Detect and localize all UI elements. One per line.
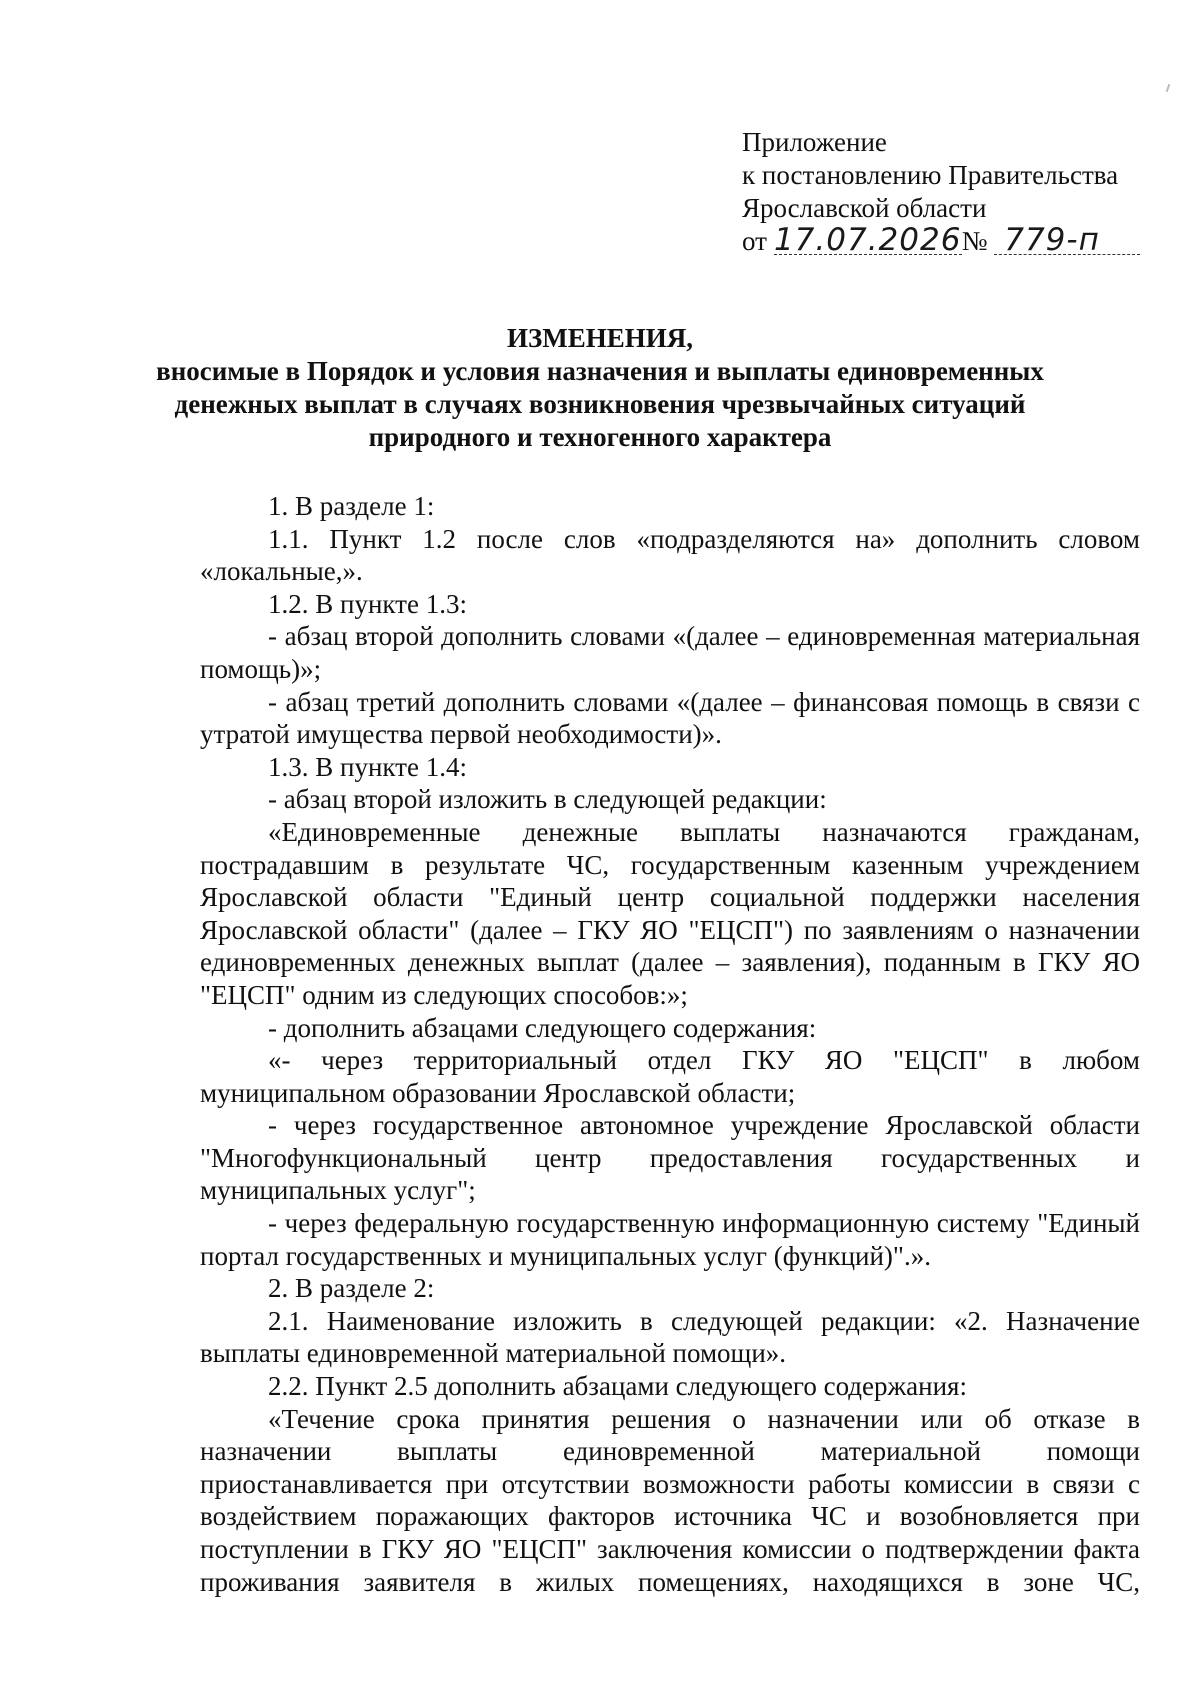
from-label: от [742,226,767,256]
paragraph: - абзац второй изложить в следующей редакции: [268,784,827,815]
paragraph: - абзац третий дополнить словами «(далее – финансовая помощь в связи с утратой имущества первой необходимости)». [200,686,1140,750]
paragraph: «Течение срока принятия решения о назначении или об отказе в назначении выплаты единовременной материальной помощи приостанавливается при отсутствии возможности работы комиссии в связи с воздействием поражающих факторов источника ЧС и возобновляется при поступлении в ГКУ ЯО "ЕЦСП" заключения комиссии о подтверждении факта проживания заявителя в жилых помещениях, находящихся в зоне ЧС, [200,1403,1140,1597]
paragraph: - абзац второй дополнить словами «(далее – единовременная материальная помощь)»; [200,621,1140,684]
title-subtitle-line-2: денежных выплат в случаях возникновения чрезвычайных ситуаций [174,389,1026,419]
document-title [0,322,1200,454]
document-body [200,490,1140,1598]
scan-mark [1166,84,1171,92]
paragraph: «- через территориальный отдел ГКУ ЯО "ЕЦСП" в любом муниципальном образовании Ярославской области; [200,1045,1140,1108]
title-subtitle-line-1: вносимые в Порядок и условия назначения и выплаты единовременных [156,356,1044,386]
paragraph: 1.1. Пункт 1.2 после слов «подразделяются на» дополнить словом «локальные,». [200,523,1140,587]
paragraph: 2. В разделе 2: [268,1273,435,1304]
title-subtitle-line-3: природного и техногенного характера [368,422,832,452]
paragraph: 1.3. В пункте 1.4: [268,751,467,782]
attachment-date-number-line [742,222,1140,258]
attachment-block [742,126,1140,258]
attachment-line-3: Ярославской области [742,193,987,223]
paragraph: 1. В разделе 1: [268,491,435,521]
paragraph: 2.2. Пункт 2.5 дополнить абзацами следующего содержания: [268,1371,967,1402]
handwritten-date: 17.07.2026 [773,222,962,258]
attachment-line-1: Приложение [742,127,887,157]
handwritten-number: 779-п [994,226,1140,255]
paragraph: - через государственное автономное учреждение Ярославской области "Многофункциональный центр предоставления государственных и муниципальных услуг"; [200,1110,1140,1206]
paragraph: 2.1. Наименование изложить в следующей редакции: «2. Назначение выплаты единовременной материальной помощи». [200,1305,1140,1369]
paragraph: 1.2. В пункте 1.3: [268,588,467,619]
paragraph: - через федеральную государственную информационную систему "Единый портал государственных и муниципальных услуг (функций)".». [200,1208,1140,1271]
title-main: ИЗМЕНЕНИЯ, [506,323,693,353]
attachment-line-2: к постановлению Правительства [742,160,1119,190]
paragraph: - дополнить абзацами следующего содержания: [268,1012,817,1043]
paragraph: «Единовременные денежные выплаты назначаются гражданам, пострадавшим в результате ЧС, государственным казенным учреждением Ярославской области "Единый центр социальной поддержки населения Ярославской области" (далее – ГКУ ЯО "ЕЦСП") по заявлениям о назначении единовременных денежных выплат (далее – заявления), поданным в ГКУ ЯО "ЕЦСП" одним из следующих способов:»; [200,816,1140,1010]
number-sign: № [961,226,988,256]
